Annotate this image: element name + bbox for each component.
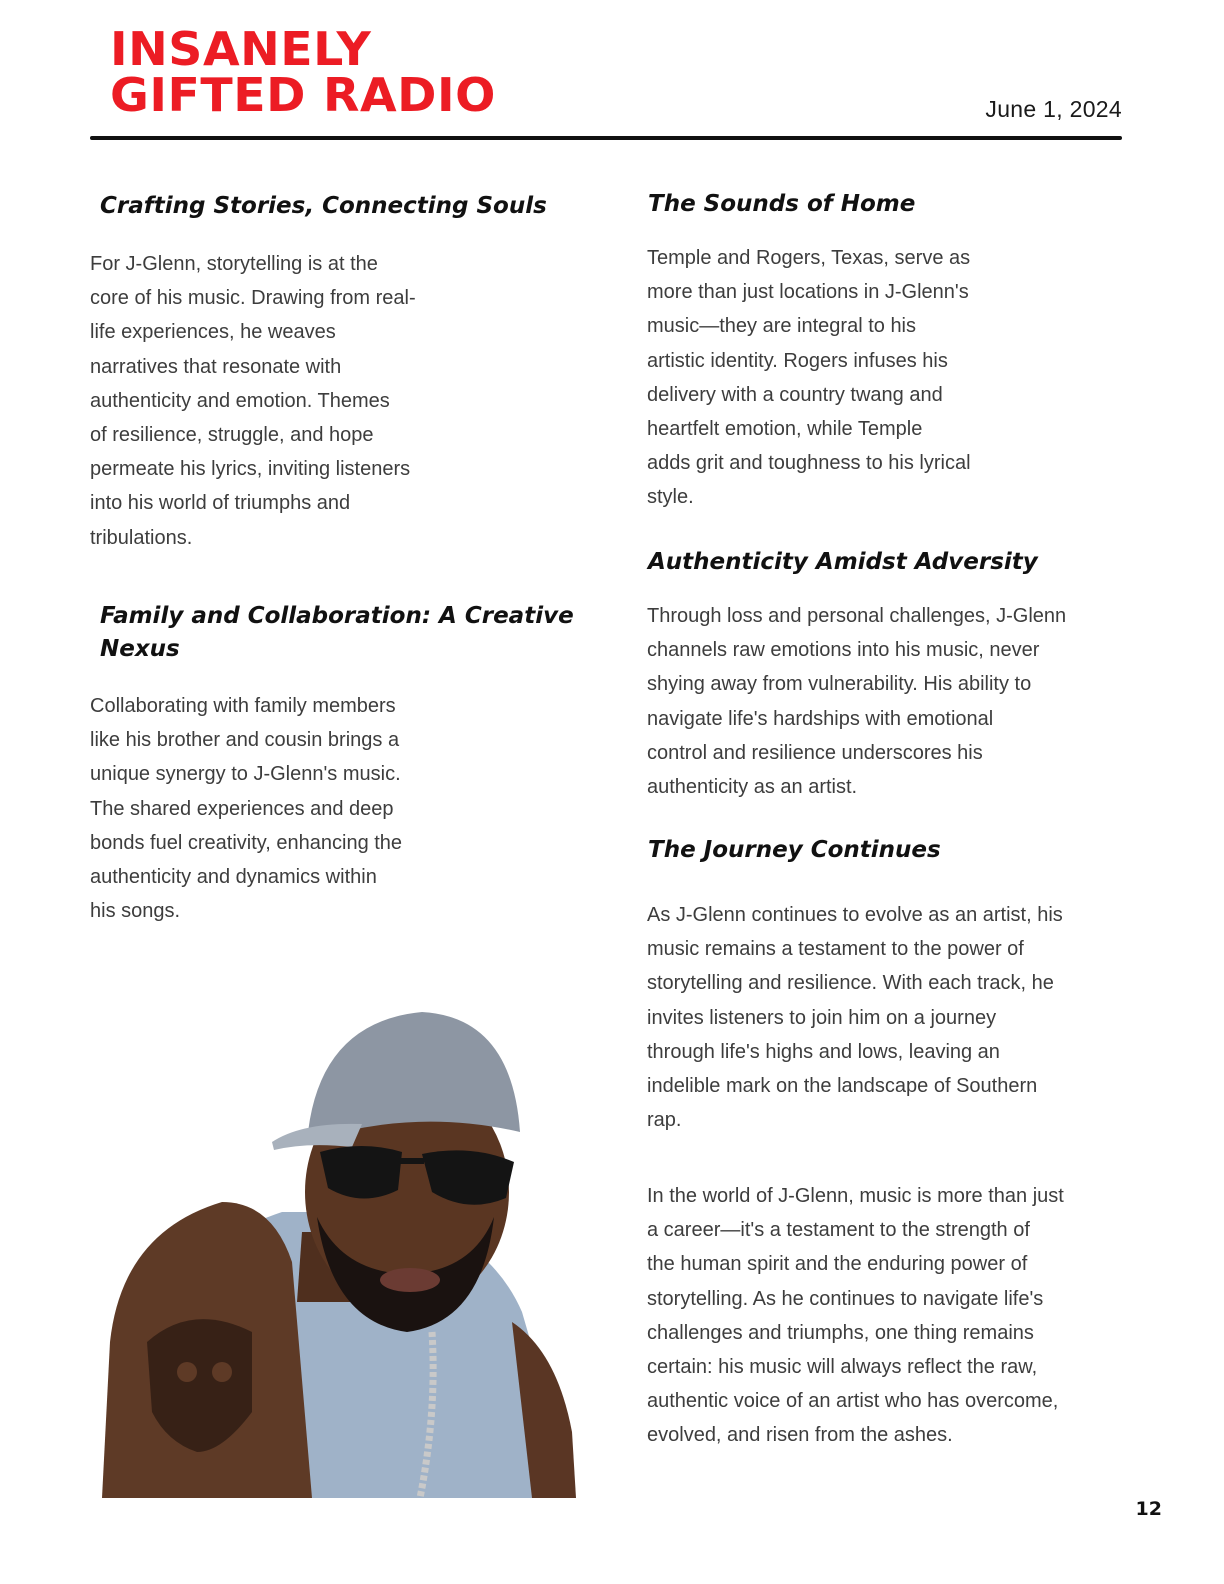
text-line: For J-Glenn, storytelling is at the: [90, 253, 378, 275]
page-number: 12: [1135, 1498, 1162, 1520]
text-line: storytelling and resilience. With each track, he: [647, 972, 1054, 995]
text-line: adds grit and toughness to his lyrical: [647, 452, 971, 475]
heading-line: Nexus: [100, 636, 180, 662]
masthead-title: [110, 22, 496, 122]
header-divider: [90, 136, 1122, 140]
text-line: life experiences, he weaves: [90, 321, 336, 344]
text-line: shying away from vulnerability. His ability to: [647, 673, 1032, 696]
masthead-line-2: GIFTED RADIO: [110, 68, 496, 122]
text-line: like his brother and cousin brings a: [90, 729, 400, 752]
text-line: unique synergy to J-Glenn's music.: [90, 763, 401, 786]
masthead-line-1: INSANELY: [110, 22, 372, 76]
text-line: certain: his music will always reflect the raw,: [647, 1356, 1038, 1379]
text-line: permeate his lyrics, inviting listeners: [90, 458, 411, 481]
text-line: artistic identity. Rogers infuses his: [647, 349, 948, 372]
text-line: through life's highs and lows, leaving an: [647, 1040, 1000, 1063]
paragraph-authenticity-adversity: [647, 599, 1066, 804]
text-line: core of his music. Drawing from real-: [90, 287, 416, 310]
heading-journey-continues: The Journey Continues: [648, 837, 941, 863]
text-line: In the world of J-Glenn, music is more than just: [647, 1185, 1064, 1207]
text-line: navigate life's hardships with emotional: [647, 707, 994, 730]
artist-photo: [102, 1012, 576, 1498]
heading-family-collaboration: [100, 600, 574, 666]
text-line: a career—it's a testament to the strength of: [647, 1219, 1030, 1242]
paragraph-sounds-of-home: [647, 241, 971, 515]
text-line: authenticity and dynamics within: [90, 866, 377, 889]
text-line: storytelling. As he continues to navigate life's: [647, 1287, 1044, 1310]
text-line: authenticity as an artist.: [647, 776, 858, 799]
paragraph-family-collaboration: [90, 689, 402, 928]
heading-crafting-stories: Crafting Stories, Connecting Souls: [100, 193, 547, 219]
paragraph-crafting-stories: [90, 247, 416, 555]
heading-line: Family and Collaboration: A Creative: [100, 603, 574, 629]
issue-date: June 1, 2024: [985, 96, 1122, 122]
text-line: narratives that resonate with: [90, 355, 342, 378]
text-line: As J-Glenn continues to evolve as an artist, his: [647, 904, 1063, 926]
text-line: rap.: [647, 1109, 682, 1132]
text-line: authentic voice of an artist who has overcome,: [647, 1390, 1059, 1413]
text-line: music remains a testament to the power of: [647, 938, 1024, 961]
text-line: delivery with a country twang and: [647, 383, 943, 406]
text-line: indelible mark on the landscape of Southern: [647, 1075, 1038, 1098]
text-line: evolved, and risen from the ashes.: [647, 1424, 953, 1447]
text-line: style.: [647, 486, 694, 509]
text-line: control and resilience underscores his: [647, 741, 983, 764]
text-line: The shared experiences and deep: [90, 797, 394, 820]
paragraph-journey-continues: [647, 898, 1063, 1137]
text-line: Collaborating with family members: [90, 695, 396, 717]
text-line: Through loss and personal challenges, J-Glenn: [647, 605, 1067, 627]
text-line: his songs.: [90, 900, 181, 923]
artist-photo-illustration: [102, 1012, 576, 1498]
text-line: more than just locations in J-Glenn's: [647, 281, 969, 304]
text-line: invites listeners to join him on a journey: [647, 1006, 997, 1029]
heading-sounds-of-home: The Sounds of Home: [648, 191, 916, 217]
text-line: the human spirit and the enduring power of: [647, 1253, 1028, 1276]
text-line: Temple and Rogers, Texas, serve as: [647, 247, 971, 269]
text-line: authenticity and emotion. Themes: [90, 389, 390, 412]
text-line: bonds fuel creativity, enhancing the: [90, 831, 403, 854]
text-line: channels raw emotions into his music, never: [647, 639, 1040, 662]
text-line: challenges and triumphs, one thing remains: [647, 1321, 1034, 1344]
text-line: heartfelt emotion, while Temple: [647, 418, 923, 441]
text-line: into his world of triumphs and: [90, 492, 351, 515]
text-line: tribulations.: [90, 526, 193, 549]
heading-authenticity-adversity: Authenticity Amidst Adversity: [648, 549, 1038, 575]
paragraph-closing: [647, 1179, 1064, 1453]
text-line: music—they are integral to his: [647, 315, 917, 338]
text-line: of resilience, struggle, and hope: [90, 424, 374, 447]
